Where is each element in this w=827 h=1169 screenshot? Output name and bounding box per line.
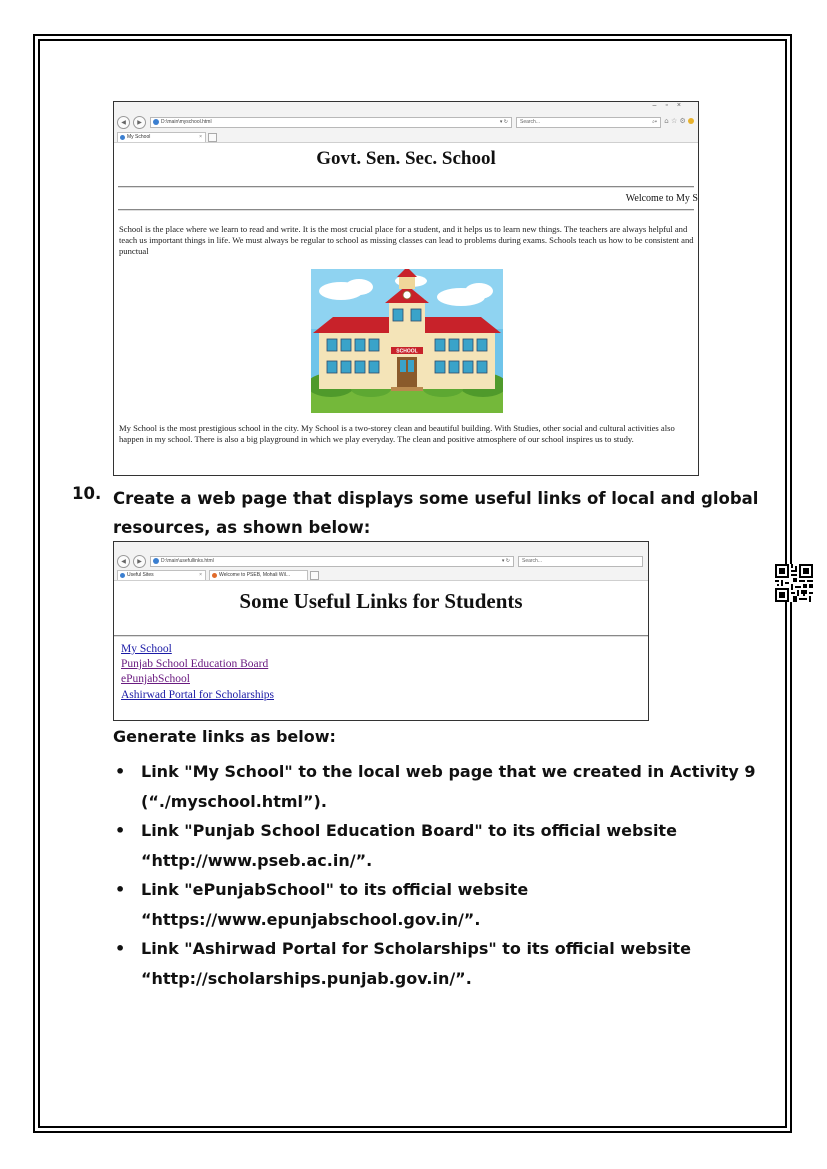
school-paragraph-2: My School is the most prestigious school in the city. My School is a two-storey clean and beautiful building. With Studies, other social and cultural activities also happen in my school. There is also a big playground in which we play everyday. The clean and positive atmosphere of our school inspires us to study.	[119, 423, 675, 444]
question-number: 10.	[72, 484, 102, 503]
tab-favicon-icon	[120, 573, 125, 578]
refresh-icon[interactable]: ▾ ↻	[501, 557, 510, 564]
smiley-icon[interactable]	[688, 118, 694, 124]
link-pseb[interactable]: Punjab School Education Board	[121, 658, 269, 670]
forward-icon[interactable]: ▶	[133, 555, 146, 568]
welcome-marquee: Welcome to My S	[625, 193, 698, 204]
refresh-icon[interactable]: ▾ ↻	[499, 118, 508, 125]
tab-favicon-icon	[120, 135, 125, 140]
tab-pseb-welcome[interactable]: Welcome to PSEB, Mohali Wil...	[209, 570, 308, 580]
page-heading: Some Useful Links for Students	[239, 589, 523, 613]
address-bar[interactable]: D:\main\myschool.html ▾ ↻	[150, 117, 512, 128]
divider	[118, 186, 694, 188]
divider	[118, 209, 694, 211]
tab-favicon-icon	[212, 573, 217, 578]
window-controls: –▫×	[652, 102, 690, 109]
school-building-image	[311, 269, 503, 413]
list-item: • Link "Punjab School Education Board" to its official website “http://www.pseb.ac.in/”.	[113, 816, 763, 875]
page-heading: Govt. Sen. Sec. School	[316, 148, 496, 169]
myschool-browser-screenshot	[113, 101, 699, 476]
instruction-list	[113, 757, 763, 993]
home-icon[interactable]: ⌂	[664, 117, 669, 125]
gear-icon[interactable]: ⚙	[679, 117, 686, 125]
link-my-school[interactable]: My School	[121, 643, 172, 655]
browser-chrome	[114, 102, 698, 143]
close-icon[interactable]: ×	[199, 572, 202, 578]
list-item: • Link "My School" to the local web page that we created in Activity 9 (“./myschool.html”).	[113, 757, 763, 816]
link-epunjabschool[interactable]: ePunjabSchool	[121, 673, 190, 685]
new-tab-icon[interactable]	[208, 133, 217, 142]
search-box[interactable]: Search... ⌕▾	[516, 117, 661, 128]
generate-heading: Generate links as below:	[113, 727, 336, 746]
back-icon[interactable]: ◀	[117, 116, 130, 129]
link-ashirwad-portal[interactable]: Ashirwad Portal for Scholarships	[121, 689, 274, 701]
question-text: Create a web page that displays some useful links of local and global resources, as shown below:	[113, 489, 759, 537]
star-icon[interactable]: ☆	[670, 117, 678, 125]
address-bar[interactable]: D:\main\usefullinks.html ▾ ↻	[150, 556, 514, 567]
new-tab-icon[interactable]	[310, 571, 319, 580]
divider	[114, 635, 648, 637]
browser-chrome	[114, 542, 648, 581]
tab-useful-sites[interactable]: Useful Sites ×	[117, 570, 206, 580]
usefullinks-browser-screenshot	[113, 541, 649, 721]
forward-icon[interactable]: ▶	[133, 116, 146, 129]
tab-my-school[interactable]: My School ×	[117, 132, 206, 142]
toolbar-icons	[664, 117, 694, 125]
qr-code-icon	[775, 564, 813, 602]
page-favicon-icon	[153, 558, 159, 564]
school-sign-text: SCHOOL	[396, 348, 418, 355]
list-item: • Link "ePunjabSchool" to its official website “https://www.epunjabschool.gov.in/”.	[113, 875, 763, 934]
close-icon[interactable]: ×	[199, 134, 202, 140]
school-paragraph-1: School is the place where we learn to read and write. It is the most crucial place for a student, and it helps us to learn new things. The teachers are always helpful and teach us important things in life. We must always be regular to school as missing classes can lead to problems during exams. Schools teach us how to be consistent and punctual	[119, 224, 694, 256]
list-item: • Link "Ashirwad Portal for Scholarships" to its official website “http://scholarships.punjab.gov.in/”.	[113, 934, 763, 993]
back-icon[interactable]: ◀	[117, 555, 130, 568]
page-favicon-icon	[153, 119, 159, 125]
search-icon[interactable]: ⌕▾	[652, 118, 657, 125]
search-box[interactable]: Search...	[518, 556, 643, 567]
